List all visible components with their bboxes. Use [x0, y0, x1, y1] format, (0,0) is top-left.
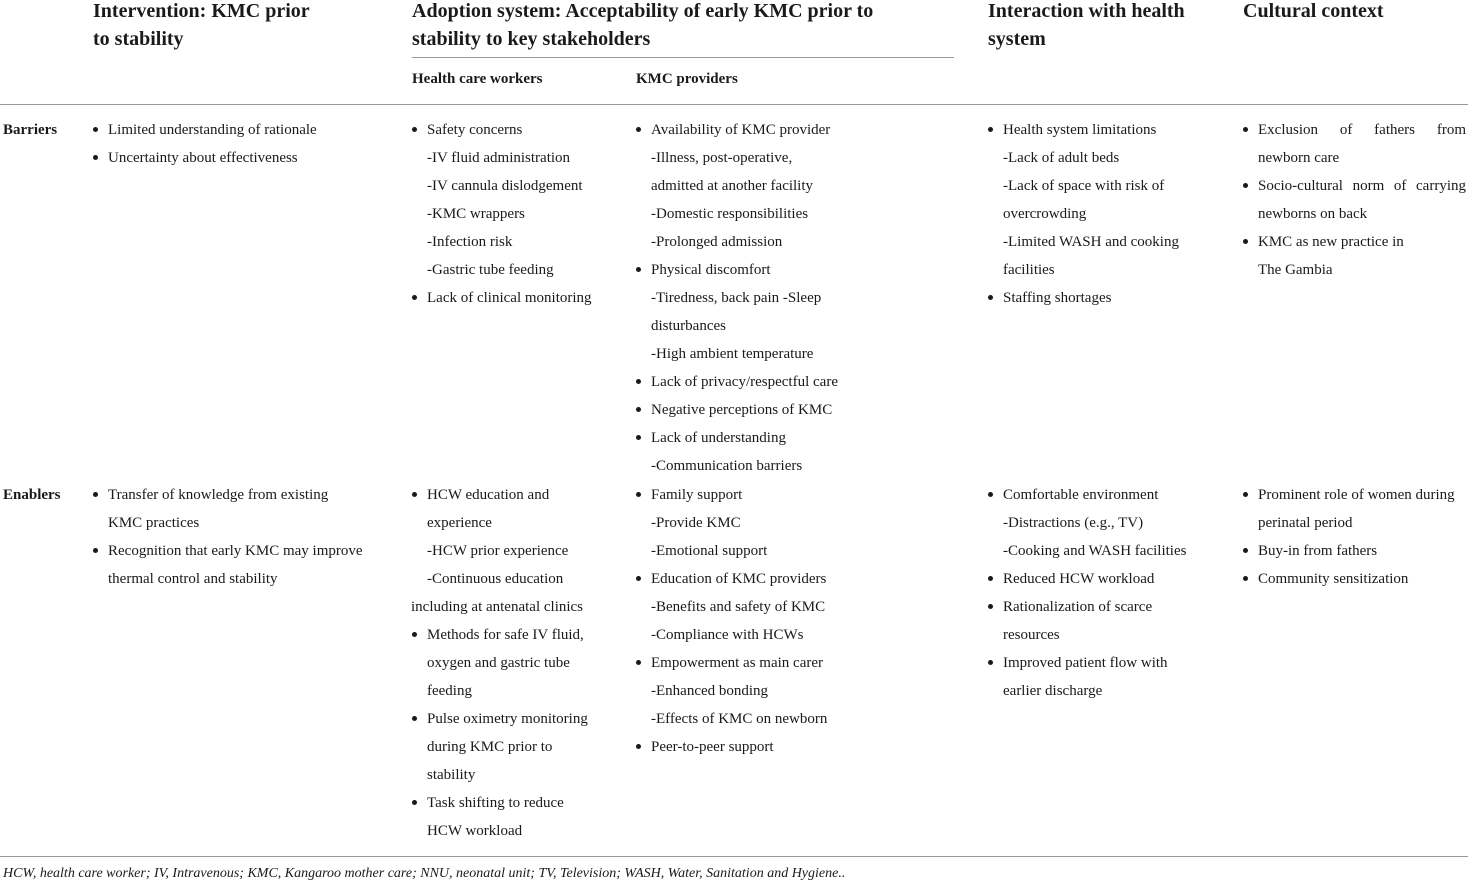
bullet-item: Negative perceptions of KMC	[635, 396, 875, 424]
bullet-item: Staffing shortages	[987, 284, 1217, 312]
enablers-cultural-cell	[1242, 481, 1466, 593]
barriers-hcw-cell	[411, 116, 621, 312]
bullet-item: Methods for safe IV fluid,	[411, 621, 621, 649]
sub-item: The Gambia	[1258, 262, 1333, 278]
bullet-item: Uncertainty about effectiveness	[92, 144, 392, 172]
bullet-item: Peer-to-peer support	[635, 733, 875, 761]
bullet-item: Physical discomfort	[635, 256, 875, 284]
sub-item: including at antenatal clinics	[411, 599, 584, 615]
barriers-cultural-cell	[1242, 116, 1466, 284]
bullet-item: HCW education and	[411, 481, 621, 509]
bullet-item: Prominent role of women during	[1242, 481, 1466, 509]
bullet-item: Lack of privacy/respectful care	[635, 368, 875, 396]
header-adoption	[412, 0, 972, 53]
bullet-item: Recognition that early KMC may improve	[92, 537, 392, 565]
bullet-item: Availability of KMC provider	[635, 116, 875, 144]
header-intervention-line: to stability	[93, 28, 184, 50]
bullet-item: Community sensitization	[1242, 565, 1466, 593]
sub-item: -Illness, post-operative,	[651, 150, 793, 166]
bullet-item: Empowerment as main carer	[635, 649, 875, 677]
enablers-hcw-cell	[411, 481, 621, 845]
sub-item: newborn care	[1258, 150, 1340, 166]
footnote: HCW, health care worker; IV, Intravenous; KMC, Kangaroo mother care; NNU, neonatal unit; TV, Television; WASH, Water, Sanitation and Hygiene..	[3, 866, 846, 881]
sub-item: -Infection risk	[427, 234, 513, 250]
sub-item: -Prolonged admission	[651, 234, 783, 250]
sub-item: thermal control and stability	[108, 571, 278, 587]
sub-item: -Enhanced bonding	[651, 683, 769, 699]
sub-item: -HCW prior experience	[427, 543, 569, 559]
enablers-interaction-cell	[987, 481, 1217, 705]
enablers-intervention-cell	[92, 481, 392, 593]
sub-item: -Lack of adult beds	[1003, 150, 1120, 166]
sub-item: -Compliance with HCWs	[651, 627, 804, 643]
enablers-kmc-cell	[635, 481, 875, 761]
bullet-item: Exclusion of fathers from	[1242, 116, 1466, 144]
sub-item: facilities	[1003, 262, 1055, 278]
sub-item: -Effects of KMC on newborn	[651, 711, 828, 727]
sub-item: -IV fluid administration	[427, 150, 571, 166]
sub-item: -Tiredness, back pain -Sleep	[651, 290, 822, 306]
header-bottom-rule	[0, 104, 1468, 105]
bullet-item: Buy-in from fathers	[1242, 537, 1466, 565]
header-intervention-line: Intervention: KMC prior	[93, 0, 310, 22]
sub-item: stability	[427, 767, 476, 783]
bullet-item: Transfer of knowledge from existing	[92, 481, 392, 509]
sub-item: oxygen and gastric tube	[427, 655, 570, 671]
sub-item: disturbances	[651, 318, 726, 334]
header-adoption-line: stability to key stakeholders	[412, 28, 651, 50]
bullet-item: Safety concerns	[411, 116, 621, 144]
sub-item: HCW workload	[427, 823, 523, 839]
barriers-interaction-cell	[987, 116, 1217, 312]
subheader-hcw: Health care workers	[412, 71, 543, 87]
sub-item: -Gastric tube feeding	[427, 262, 554, 278]
sub-item: perinatal period	[1258, 515, 1353, 531]
sub-item: during KMC prior to	[427, 739, 553, 755]
bullet-item: Pulse oximetry monitoring	[411, 705, 621, 733]
sub-item: -Domestic responsibilities	[651, 206, 809, 222]
bullet-item: Lack of clinical monitoring	[411, 284, 621, 312]
bullet-item: Family support	[635, 481, 875, 509]
barriers-kmc-cell	[635, 116, 875, 480]
bullet-item: Improved patient flow with	[987, 649, 1217, 677]
sub-item: experience	[427, 515, 492, 531]
bullet-item: Health system limitations	[987, 116, 1217, 144]
sub-item: -Cooking and WASH facilities	[1003, 543, 1187, 559]
sub-item: -Provide KMC	[651, 515, 741, 531]
sub-item: -Communication barriers	[651, 458, 803, 474]
bullet-item: Socio-cultural norm of carrying	[1242, 172, 1466, 200]
bullet-item: Reduced HCW workload	[987, 565, 1217, 593]
sub-item: resources	[1003, 627, 1060, 643]
barriers-intervention-cell	[92, 116, 392, 172]
sub-item: -Distractions (e.g., TV)	[1003, 515, 1144, 531]
sub-item: -Benefits and safety of KMC	[651, 599, 826, 615]
bullet-item: Rationalization of scarce	[987, 593, 1217, 621]
sub-item: -Continuous education	[427, 571, 564, 587]
row-label-enablers: Enablers	[3, 487, 61, 503]
header-adoption-rule	[412, 57, 954, 58]
sub-item: -High ambient temperature	[651, 346, 814, 362]
sub-item: KMC practices	[108, 515, 200, 531]
sub-item: newborns on back	[1258, 206, 1368, 222]
sub-item: overcrowding	[1003, 206, 1087, 222]
sub-item: admitted at another facility	[651, 178, 814, 194]
header-adoption-line: Adoption system: Acceptability of early KMC prior to	[412, 0, 874, 22]
sub-item: earlier discharge	[1003, 683, 1103, 699]
bullet-item: Comfortable environment	[987, 481, 1217, 509]
sub-item: -Emotional support	[651, 543, 768, 559]
sub-item: -Limited WASH and cooking	[1003, 234, 1179, 250]
bullet-item: Education of KMC providers	[635, 565, 875, 593]
bullet-item: Task shifting to reduce	[411, 789, 621, 817]
sub-item: -Lack of space with risk of	[1003, 178, 1165, 194]
subheader-kmc: KMC providers	[636, 71, 738, 87]
row-label-barriers: Barriers	[3, 122, 58, 138]
header-interaction-line: Interaction with health	[988, 0, 1185, 22]
sub-item: -IV cannula dislodgement	[427, 178, 583, 194]
bullet-item: KMC as new practice in	[1242, 228, 1466, 256]
sub-item: feeding	[427, 683, 472, 699]
sub-item: -KMC wrappers	[427, 206, 525, 222]
header-interaction-line: system	[988, 28, 1046, 50]
header-intervention	[93, 0, 373, 53]
footer-rule	[0, 856, 1468, 857]
header-interaction	[988, 0, 1228, 53]
bullet-item: Limited understanding of rationale	[92, 116, 392, 144]
header-cultural: Cultural context	[1243, 0, 1384, 22]
bullet-item: Lack of understanding	[635, 424, 875, 452]
